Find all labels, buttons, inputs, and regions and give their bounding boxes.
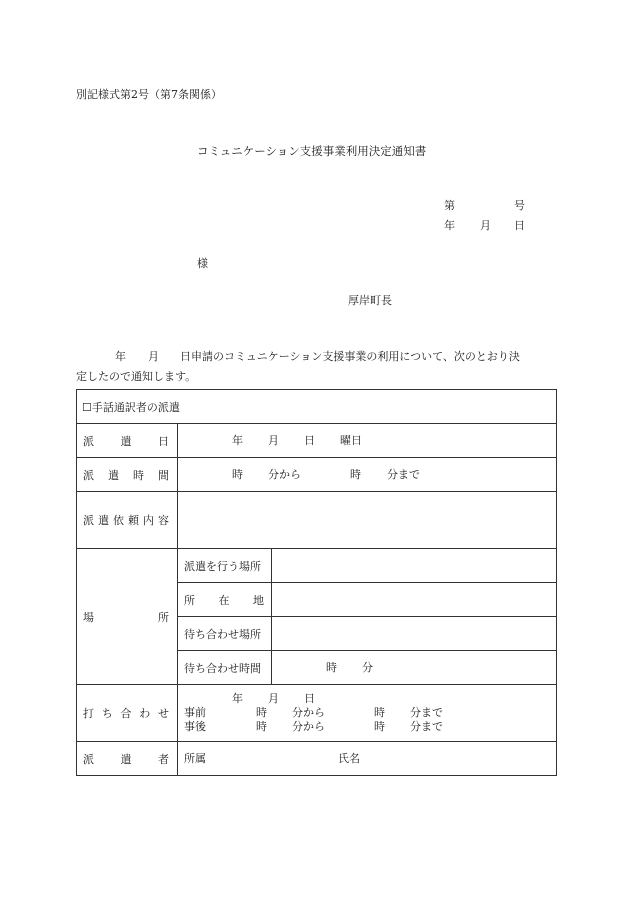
address-label-text: 所 在 地 (184, 593, 264, 607)
meeting-before-hour2: 時 (374, 706, 385, 719)
form-number: 別記様式第2号（第7条関係） (76, 88, 222, 101)
venue-field[interactable] (272, 549, 557, 583)
body-month: 月 (148, 350, 159, 363)
meeting-before-min-from: 分から (292, 706, 325, 719)
venue-label: 派遣を行う場所 (178, 549, 272, 583)
dispatch-date-field[interactable] (178, 424, 557, 458)
dispatch-date-month: 月 (268, 433, 279, 447)
interpreter-name-label: 氏名 (338, 751, 360, 765)
dispatch-time-min-to: 分まで (387, 467, 420, 481)
meeting-before-min-to: 分まで (410, 706, 443, 719)
place-label-text: 場 所 (83, 610, 169, 624)
interpreter-field[interactable] (178, 742, 557, 776)
meeting-place-field[interactable] (272, 617, 557, 651)
document-title: コミュニケーション支援事業利用決定通知書 (197, 144, 427, 158)
recipient-honorific: 様 (197, 257, 208, 270)
issuer: 厚岸町長 (348, 294, 392, 307)
service-row (77, 390, 557, 424)
request-content-row (77, 492, 557, 549)
meeting-before-label: 事前 (184, 706, 206, 719)
doc-date-month: 月 (480, 219, 491, 232)
dispatch-time-label-text: 派 遣 時 間 (83, 468, 169, 482)
body-year: 年 (115, 350, 126, 363)
place-venue-row (77, 549, 557, 583)
meeting-label (77, 685, 178, 742)
meeting-field[interactable] (178, 685, 557, 742)
meeting-after-min-from: 分から (292, 720, 325, 733)
meeting-time-min: 分 (362, 660, 373, 674)
meeting-after-label: 事後 (184, 720, 206, 733)
body-text-line2: 定したので通知します。 (76, 370, 197, 383)
dispatch-time-field[interactable] (178, 458, 557, 492)
dispatch-time-hour1: 時 (232, 467, 243, 481)
request-content-label-text: 派 遣 依 頼 内 容 (83, 514, 169, 527)
meeting-day: 日 (304, 692, 315, 705)
request-content-field[interactable] (178, 492, 557, 549)
meeting-time-field[interactable] (272, 651, 557, 685)
interpreter-label-text: 派 遣 者 (83, 752, 169, 766)
dispatch-date-year: 年 (232, 433, 243, 447)
meeting-year: 年 (232, 692, 243, 705)
place-label (77, 549, 178, 685)
dispatch-date-label-text: 派 遣 日 (83, 434, 169, 448)
dispatch-date-day: 日 (304, 433, 315, 447)
doc-date-day: 日 (514, 219, 525, 232)
meeting-after-hour: 時 (256, 720, 267, 733)
address-label (178, 583, 272, 617)
doc-number-dai: 第 (444, 199, 455, 212)
dispatch-date-weekday: 曜日 (340, 433, 362, 447)
meeting-after-min-to: 分まで (410, 720, 443, 733)
dispatch-time-hour2: 時 (350, 467, 361, 481)
doc-number-go: 号 (514, 199, 525, 212)
service-checkbox-label[interactable]: ☐手話通訳者の派遣 (77, 390, 557, 424)
meeting-time-label: 待ち合わせ時間 (178, 651, 272, 685)
request-content-label (77, 492, 178, 549)
dispatch-time-label (77, 458, 178, 492)
dispatch-date-row (77, 424, 557, 458)
meeting-label-text: 打 ち 合 わ せ (83, 707, 169, 720)
dispatch-time-row (77, 458, 557, 492)
interpreter-row (77, 742, 557, 776)
interpreter-affiliation-label: 所属 (184, 751, 206, 765)
dispatch-time-min-from: 分から (268, 467, 301, 481)
meeting-month: 月 (268, 692, 279, 705)
meeting-row (77, 685, 557, 742)
meeting-place-label: 待ち合わせ場所 (178, 617, 272, 651)
dispatch-date-label (77, 424, 178, 458)
doc-date-year: 年 (444, 219, 455, 232)
interpreter-label (77, 742, 178, 776)
address-field[interactable] (272, 583, 557, 617)
meeting-time-hour: 時 (326, 660, 337, 674)
decision-form-table (76, 389, 557, 776)
body-text-line1: 日申請のコミュニケーション支援事業の利用について、次のとおり決 (180, 350, 520, 363)
meeting-after-hour2: 時 (374, 720, 385, 733)
meeting-before-hour: 時 (256, 706, 267, 719)
